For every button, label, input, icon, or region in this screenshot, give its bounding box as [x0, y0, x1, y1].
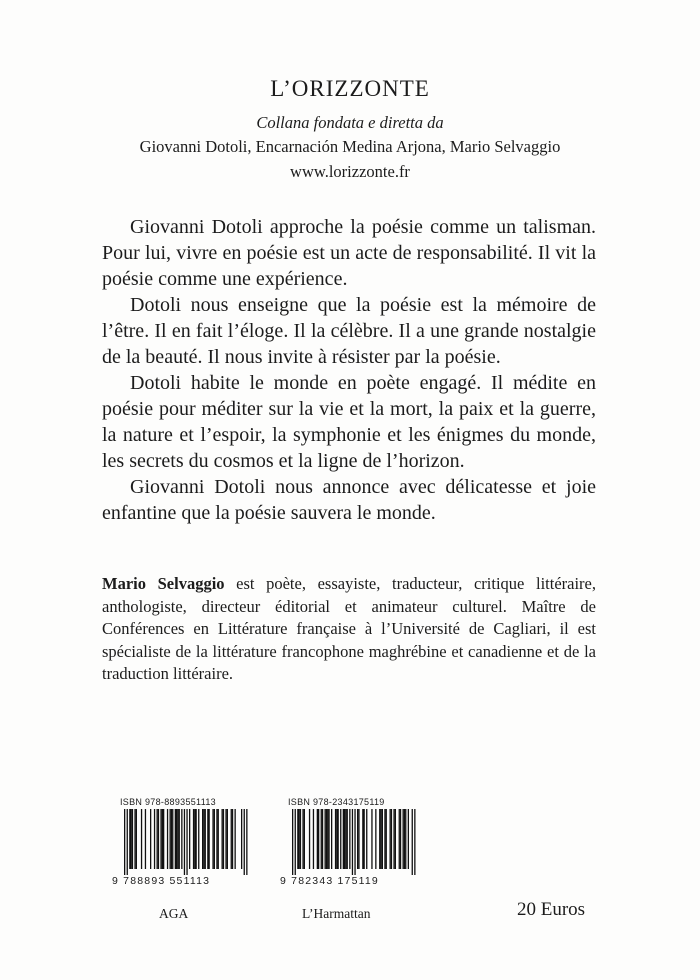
barcode-bar [167, 809, 168, 869]
barcode-bar [317, 809, 318, 869]
barcode-bars [280, 809, 420, 875]
barcode-bar [313, 809, 314, 869]
barcode-bar [335, 809, 336, 869]
barcode-bar [338, 809, 339, 869]
barcode-bar [214, 809, 215, 869]
barcode-bar [171, 809, 172, 869]
barcode-bar [246, 809, 247, 875]
barcode-bar [162, 809, 163, 869]
barcode-bar [163, 809, 164, 869]
barcode-bar [366, 809, 367, 869]
barcode-bar [354, 809, 355, 875]
barcode-bar [194, 809, 195, 869]
barcode-bar [231, 809, 232, 869]
barcode-bar [209, 809, 210, 869]
barcode-bar [384, 809, 385, 869]
barcode-bar [321, 809, 322, 869]
blurb-paragraph: Dotoli habite le monde en poète engagé. Il médite en poésie pour méditer sur la vie et la mort, la paix et la guerre, la nature et l’espoir, la symphonie et les énigmes du monde, les secrets du cosmos et la ligne de l’horizon. [102, 372, 596, 472]
barcode-bar [205, 809, 206, 869]
blurb-paragraph: Dotoli nous enseigne que la poésie est la mémoire de l’être. Il en fait l’éloge. Il la célèbre. Il a une grande nostalgie de la beauté. Il nous invite à résister par la poésie. [102, 294, 596, 368]
barcode-bar [393, 809, 394, 869]
barcode-bar [132, 809, 133, 869]
barcode-bar [141, 809, 142, 869]
barcode-digits: 9 788893 551113 [112, 875, 211, 887]
barcode-bar [414, 809, 415, 875]
barcode-bar [235, 809, 236, 869]
blurb-paragraph: Giovanni Dotoli approche la poésie comme un talisman. Pour lui, vivre en poésie est un acte de responsabilité. Il vit la poésie comme une expérience. [102, 216, 596, 290]
barcode-bar [375, 809, 376, 869]
author-name: Mario Selvaggio [102, 574, 225, 593]
series-subtitle: Collana fondata e diretta da [256, 113, 444, 132]
author-bio-text: est poète, essayiste, traducteur, critique littéraire, anthologiste, directeur éditorial et animateur culturel. Maître de Conférences en Littérature française à l’Université de Cagliari, il est spécialiste de la littérature francophone maghrébine et canadienne et de la traduction littéraire. [102, 574, 596, 683]
barcode-bar [326, 809, 327, 869]
barcode-bar [203, 809, 204, 869]
barcode-digits: 9 782343 175119 [280, 875, 379, 887]
barcode-bar [134, 809, 135, 869]
barcode-bar [202, 809, 203, 869]
barcode-bar [300, 809, 301, 869]
series-website: www.lorizzonte.fr [290, 162, 410, 181]
barcode-bar [371, 809, 372, 869]
barcode-bar [186, 809, 187, 875]
barcode-bar [207, 809, 208, 869]
barcode-bar [193, 809, 194, 869]
barcode-bar [347, 809, 348, 869]
barcode-bar [295, 809, 296, 875]
barcode-bar [343, 809, 344, 869]
blurb-paragraph: Giovanni Dotoli nous annonce avec délicatesse et joie enfantine que la poésie sauvera le monde. [102, 476, 596, 524]
barcode-bar [328, 809, 329, 869]
barcode-bar [176, 809, 177, 869]
barcode-bar [222, 809, 223, 869]
barcode-bar [318, 809, 319, 869]
barcode-bar [218, 809, 219, 869]
barcode-bar [196, 809, 197, 869]
barcode-bar [404, 809, 405, 869]
barcode-bar [179, 809, 180, 869]
barcode-bar [131, 809, 132, 869]
barcode-bar [340, 809, 341, 869]
barcode-bar [380, 809, 381, 869]
barcode-bar [241, 809, 242, 869]
barcode-bar [362, 809, 363, 869]
barcode-bar [181, 809, 182, 869]
barcode-bar [297, 809, 298, 869]
barcode-bar [322, 809, 323, 869]
barcode-bar [336, 809, 337, 869]
barcode-bar [225, 809, 226, 869]
barcode-bar [391, 809, 392, 869]
barcode-bar [349, 809, 350, 869]
barcode-bar [379, 809, 380, 869]
barcode-harmattan [280, 797, 420, 887]
barcode-bar [184, 809, 185, 875]
barcode-bar [344, 809, 345, 869]
isbn-label: ISBN 978-8893551113 [120, 797, 216, 807]
barcode-bar [198, 809, 199, 869]
barcode-bar [399, 809, 400, 869]
barcode-bar [345, 809, 346, 869]
barcode-bar [302, 809, 303, 869]
barcode-bar [299, 809, 300, 869]
publisher-aga: AGA [159, 906, 189, 921]
barcode-bar [405, 809, 406, 869]
barcode-bar [129, 809, 130, 869]
barcode-bar [357, 809, 358, 869]
barcode-bar [160, 809, 161, 869]
barcode-bar [382, 809, 383, 869]
isbn-label: ISBN 978-2343175119 [288, 797, 385, 807]
barcode-aga [112, 797, 252, 887]
barcode-bars [112, 809, 252, 875]
barcode-bar [124, 809, 125, 875]
barcode-bar [212, 809, 213, 869]
barcode-bar [403, 809, 404, 869]
series-directors: Giovanni Dotoli, Encarnación Medina Arjona, Mario Selvaggio [139, 137, 561, 156]
barcode-bar [244, 809, 245, 875]
barcode-bar [309, 809, 310, 869]
barcode-bar [177, 809, 178, 869]
barcode-bar [158, 809, 159, 869]
barcode-bar [358, 809, 359, 869]
barcode-bar [395, 809, 396, 869]
barcode-bar [157, 809, 158, 869]
barcode-bar [136, 809, 137, 869]
barcode-bar [304, 809, 305, 869]
barcode-bar [331, 809, 332, 869]
barcode-bar [412, 809, 413, 875]
barcode-bar [352, 809, 353, 875]
barcode-bar [327, 809, 328, 869]
author-bio [102, 573, 596, 686]
price: 20 Euros [517, 899, 586, 920]
series-title: L’ORIZZONTE [270, 76, 430, 101]
barcode-bar [154, 809, 155, 869]
barcode-bar [232, 809, 233, 869]
back-cover-blurb [102, 214, 596, 526]
barcode-bar [189, 809, 190, 869]
barcode-bar [223, 809, 224, 869]
barcode-bar [145, 809, 146, 869]
barcode-bar [170, 809, 171, 869]
barcode-bar [227, 809, 228, 869]
publisher-harmattan: L’Harmattan [302, 906, 371, 921]
barcode-bar [408, 809, 409, 869]
barcode-bar [175, 809, 176, 869]
barcode-bar [386, 809, 387, 869]
barcode-bar [127, 809, 128, 875]
barcode-bar [325, 809, 326, 869]
barcode-bar [364, 809, 365, 869]
barcode-bar [172, 809, 173, 869]
barcode-bar [216, 809, 217, 869]
author-bio-paragraph [102, 573, 596, 686]
barcode-bar [150, 809, 151, 869]
barcode-bar [292, 809, 293, 875]
barcode-bar [390, 809, 391, 869]
barcode-bar [400, 809, 401, 869]
